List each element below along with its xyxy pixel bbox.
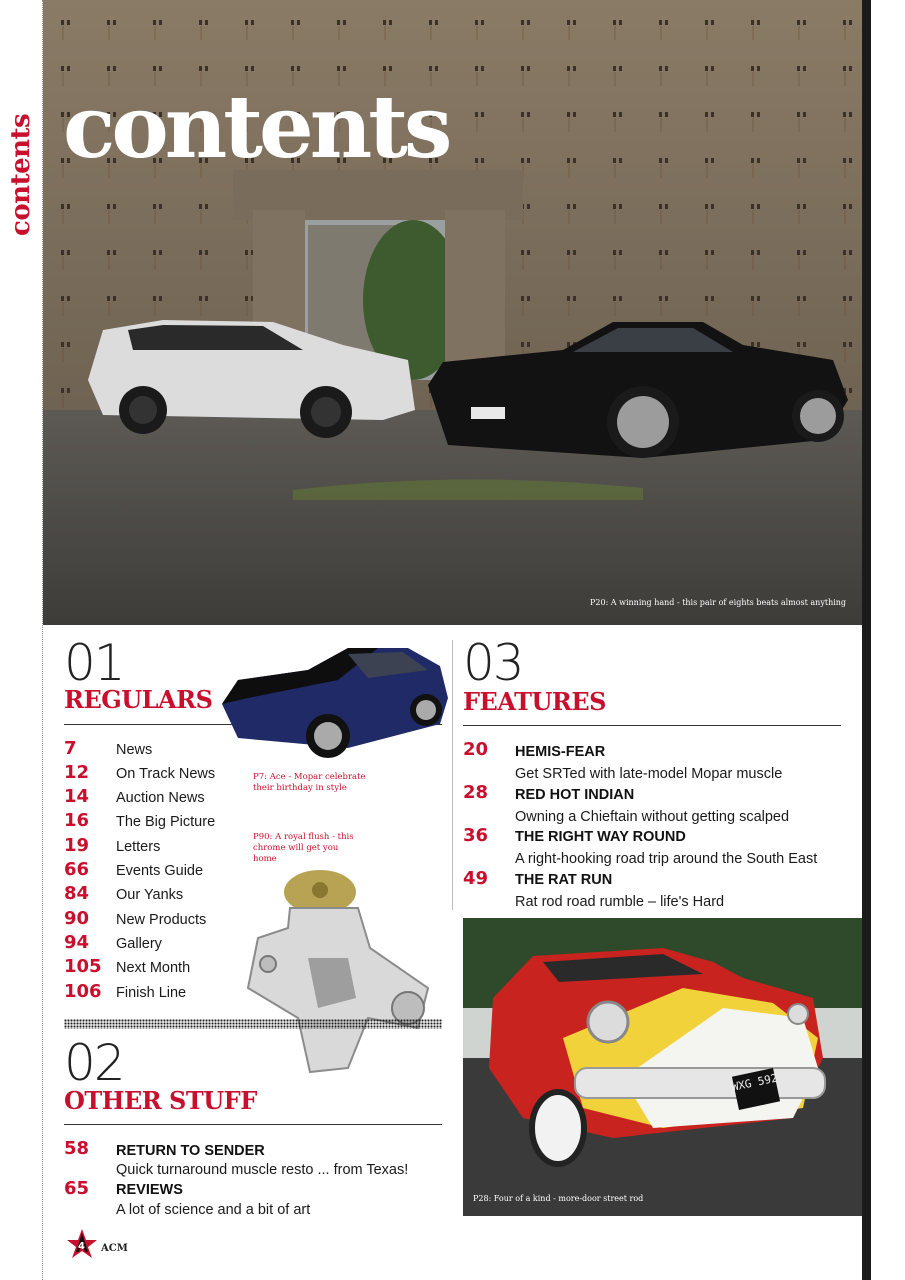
list-item[interactable] xyxy=(64,810,224,834)
article-description: A right-hooking road trip around the South East xyxy=(515,851,818,867)
item-label: Finish Line xyxy=(116,985,187,1001)
page-number: 20 xyxy=(463,739,489,760)
footer-brand: ACM xyxy=(101,1243,128,1254)
other-stuff-rule xyxy=(64,1124,442,1125)
article-title[interactable]: THE RIGHT WAY ROUND xyxy=(515,829,686,845)
item-label: On Track News xyxy=(116,766,216,782)
page-number: 58 xyxy=(64,1138,90,1159)
page-number: 94 xyxy=(64,932,90,953)
page-number: 7 xyxy=(64,738,77,759)
list-item[interactable] xyxy=(64,859,224,883)
article-title[interactable]: HEMIS-FEAR xyxy=(515,744,606,760)
item-label: New Products xyxy=(116,912,207,928)
item-label: Our Yanks xyxy=(116,887,184,903)
page-number: 12 xyxy=(64,762,90,783)
item-label: News xyxy=(116,742,153,758)
list-item[interactable] xyxy=(64,908,224,932)
features-rule xyxy=(463,725,841,726)
article-description: Rat rod road rumble – life's Hard xyxy=(515,894,725,910)
article-description: Owning a Chieftain without getting scalped xyxy=(515,809,790,825)
article-title[interactable]: RETURN TO SENDER xyxy=(116,1143,265,1159)
regulars-heading: REGULARS xyxy=(64,685,213,714)
features-number: 03 xyxy=(463,634,523,692)
hero-title: contents xyxy=(63,77,449,178)
water-pump-illustration xyxy=(238,868,434,1074)
challenger-illustration xyxy=(218,640,450,762)
page-number: 66 xyxy=(64,859,90,880)
page-number: 84 xyxy=(64,883,90,904)
page-number: 36 xyxy=(463,825,489,846)
page-number: 14 xyxy=(64,786,90,807)
number-plate: WXG 592 xyxy=(730,1071,779,1094)
section-dotted-divider xyxy=(64,1019,442,1029)
features-heading: FEATURES xyxy=(463,687,606,716)
item-label: The Big Picture xyxy=(116,814,216,830)
features-photo xyxy=(463,918,862,1216)
other-stuff-heading: OTHER STUFF xyxy=(64,1086,257,1115)
article-description: Get SRTed with late-model Mopar muscle xyxy=(515,766,783,782)
right-edge-bar xyxy=(862,0,871,1280)
list-item[interactable] xyxy=(64,981,224,1005)
page-number: 49 xyxy=(463,868,489,889)
hero-caption: P20: A winning hand - this pair of eights beats almost anything xyxy=(590,598,847,607)
list-item[interactable] xyxy=(64,883,224,907)
column-divider xyxy=(452,640,453,910)
list-item[interactable] xyxy=(64,738,224,762)
other-stuff-number: 02 xyxy=(64,1034,124,1092)
page-number: 28 xyxy=(463,782,489,803)
article-title[interactable]: THE RAT RUN xyxy=(515,872,613,888)
side-section-label: contents xyxy=(6,113,36,236)
article-description: A lot of science and a bit of art xyxy=(116,1202,311,1218)
page-number: 90 xyxy=(64,908,90,929)
list-item[interactable] xyxy=(64,956,224,980)
item-label: Auction News xyxy=(116,790,205,806)
item-label: Next Month xyxy=(116,960,191,976)
page-number: 106 xyxy=(64,981,102,1002)
features-photo-caption: P28: Four of a kind - more-door street rod xyxy=(473,1194,644,1203)
article-title[interactable]: REVIEWS xyxy=(116,1182,183,1198)
regulars-car-caption: P7: Ace - Mopar celebrate their birthday in style xyxy=(253,772,366,793)
page-number: 19 xyxy=(64,835,90,856)
page-number: 65 xyxy=(64,1178,90,1199)
list-item[interactable] xyxy=(64,786,224,810)
list-item[interactable] xyxy=(64,835,224,859)
pontiac-illustration xyxy=(463,918,862,1216)
page-number: 105 xyxy=(64,956,102,977)
list-item[interactable] xyxy=(64,762,224,786)
article-description: Quick turnaround muscle resto ... from Texas! xyxy=(116,1162,409,1178)
article-title[interactable]: RED HOT INDIAN xyxy=(515,787,635,803)
item-label: Events Guide xyxy=(116,863,204,879)
item-label: Gallery xyxy=(116,936,162,952)
page-number: 16 xyxy=(64,810,90,831)
list-item[interactable] xyxy=(64,932,224,956)
regulars-number: 01 xyxy=(64,634,124,692)
hero-photo xyxy=(43,0,862,625)
regulars-pump-caption: P90: A royal flush - this chrome will get you home xyxy=(253,832,354,864)
page-number-footer: 4 xyxy=(78,1241,85,1252)
item-label: Letters xyxy=(116,839,161,855)
